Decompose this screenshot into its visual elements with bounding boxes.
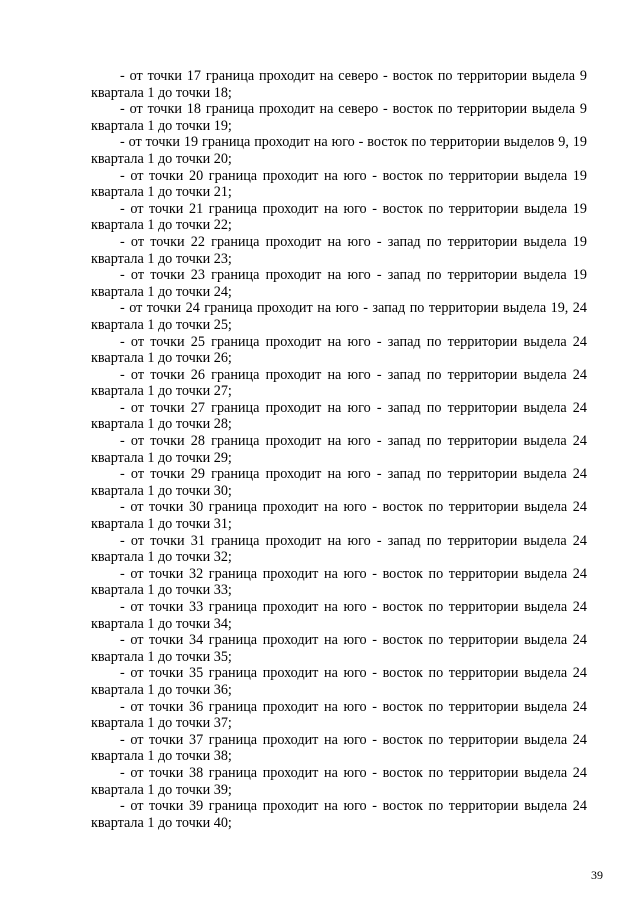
boundary-paragraph-26: - от точки 26 граница проходит на юго - запад по территории выдела 24 квартала 1 до точки 27;	[91, 366, 587, 400]
boundary-paragraph-19: - от точки 19 граница проходит на юго - восток по территории выделов 9, 19 квартала 1 до точки 20;	[91, 134, 587, 167]
boundary-paragraph-17: - от точки 17 граница проходит на северо - восток по территории выдела 9 квартала 1 до точки 18;	[91, 68, 587, 101]
boundary-paragraph-35: - от точки 35 граница проходит на юго - восток по территории выдела 24 квартала 1 до точки 36;	[91, 665, 587, 698]
boundary-paragraph-18: - от точки 18 граница проходит на северо - восток по территории выдела 9 квартала 1 до точки 19;	[91, 101, 587, 134]
boundary-paragraph-28: - от точки 28 граница проходит на юго - запад по территории выдела 24 квартала 1 до точки 29;	[91, 433, 587, 466]
boundary-paragraph-22: - от точки 22 граница проходит на юго - запад по территории выдела 19 квартала 1 до точки 23;	[91, 233, 587, 267]
boundary-paragraph-21: - от точки 21 граница проходит на юго - восток по территории выдела 19 квартала 1 до точки 22;	[91, 200, 587, 234]
boundary-paragraph-34: - от точки 34 граница проходит на юго - восток по территории выдела 24 квартала 1 до точки 35;	[91, 632, 587, 665]
boundary-paragraph-24: - от точки 24 граница проходит на юго - запад по территории выдела 19, 24 квартала 1 до точки 25;	[91, 300, 587, 333]
boundary-paragraph-31: - от точки 31 граница проходит на юго - запад по территории выдела 24 квартала 1 до точки 32;	[91, 532, 587, 566]
boundary-paragraph-33: - от точки 33 граница проходит на юго - восток по территории выдела 24 квартала 1 до точки 34;	[91, 599, 587, 632]
boundary-paragraph-30: - от точки 30 граница проходит на юго - восток по территории выдела 24 квартала 1 до точки 31;	[91, 499, 587, 533]
boundary-paragraph-27: - от точки 27 граница проходит на юго - запад по территории выдела 24 квартала 1 до точки 28;	[91, 399, 587, 433]
boundary-paragraph-29: - от точки 29 граница проходит на юго - запад по территории выдела 24 квартала 1 до точки 30;	[91, 466, 587, 499]
boundary-paragraph-37: - от точки 37 граница проходит на юго - восток по территории выдела 24 квартала 1 до точки 38;	[91, 731, 587, 765]
boundary-paragraph-20: - от точки 20 граница проходит на юго - восток по территории выдела 19 квартала 1 до точки 21;	[91, 167, 587, 201]
boundary-paragraph-25: - от точки 25 граница проходит на юго - запад по территории выдела 24 квартала 1 до точки 26;	[91, 333, 587, 367]
boundary-paragraph-32: - от точки 32 граница проходит на юго - восток по территории выдела 24 квартала 1 до точки 33;	[91, 565, 587, 599]
boundary-paragraph-23: - от точки 23 граница проходит на юго - запад по территории выдела 19 квартала 1 до точки 24;	[91, 267, 587, 300]
boundary-paragraph-39: - от точки 39 граница проходит на юго - восток по территории выдела 24 квартала 1 до точки 40;	[91, 798, 587, 831]
boundary-paragraph-38: - от точки 38 граница проходит на юго - восток по территории выдела 24 квартала 1 до точки 39;	[91, 764, 587, 798]
boundary-paragraph-36: - от точки 36 граница проходит на юго - восток по территории выдела 24 квартала 1 до точки 37;	[91, 698, 587, 732]
page-number: 39	[591, 868, 603, 882]
document-body	[91, 68, 587, 831]
